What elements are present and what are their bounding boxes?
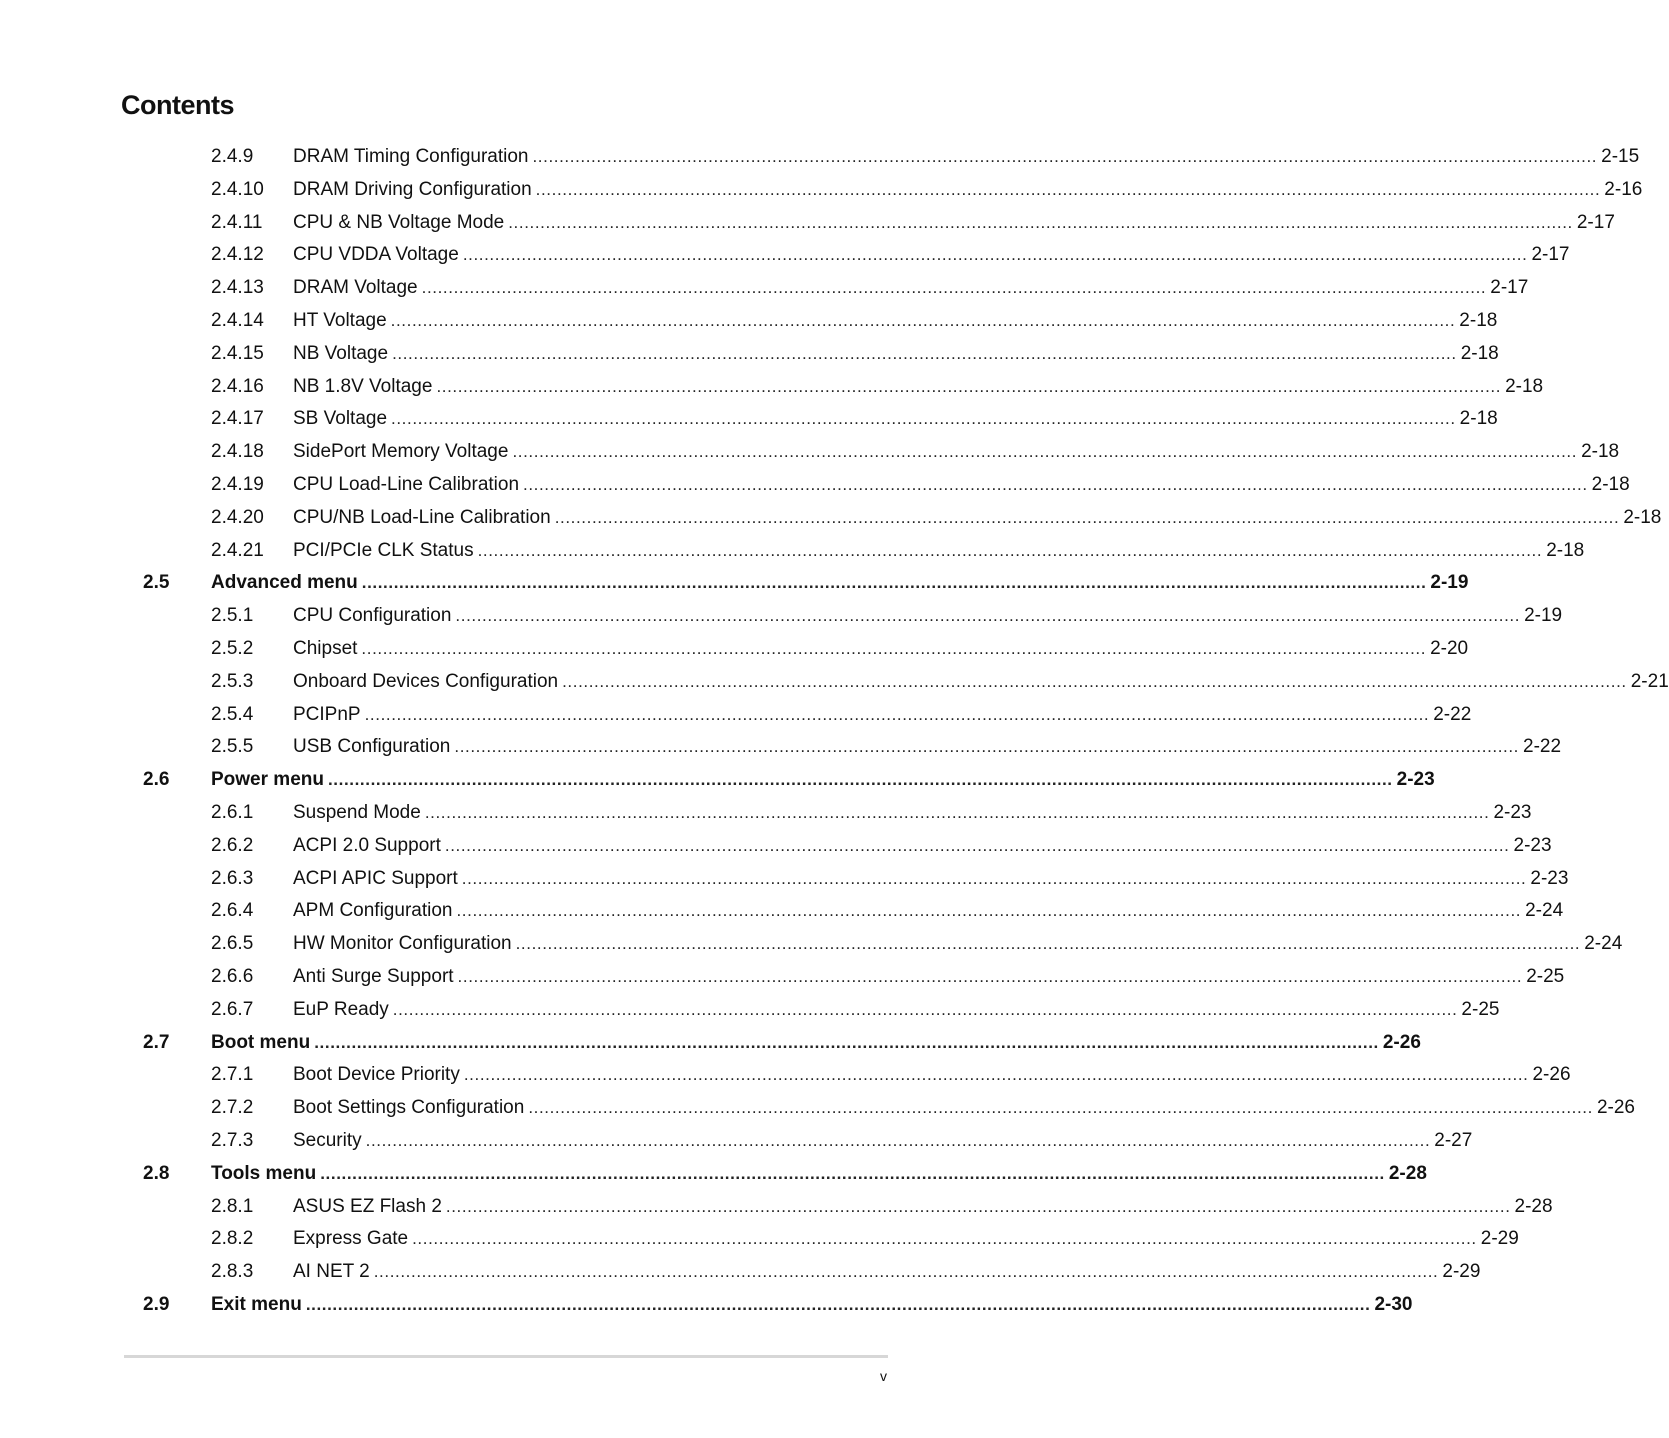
toc-entry-title: DRAM Timing Configuration bbox=[293, 146, 529, 167]
toc-entry-title: AI NET 2 bbox=[293, 1261, 370, 1283]
dot-leader: ........................................................................................................................................................................................................ bbox=[320, 1163, 1385, 1183]
toc-entry-title: CPU Load-Line Calibration bbox=[293, 474, 520, 495]
dot-leader: ........................................................................................................................................................................................................ bbox=[532, 147, 1598, 166]
toc-entry-title: Exit menu bbox=[211, 1294, 302, 1315]
toc-entry-title: NB 1.8V Voltage bbox=[293, 375, 433, 397]
toc-entry-line bbox=[293, 1091, 1635, 1124]
toc-entry-number: 2.4.20 bbox=[211, 506, 264, 528]
toc-entry-line bbox=[293, 534, 1585, 567]
toc-entry-page: 2-24 bbox=[1584, 933, 1623, 955]
toc-entry-number: 2.6.3 bbox=[211, 867, 254, 889]
toc-entry-number: 2.4.11 bbox=[211, 211, 263, 233]
toc-entry-number: 2.8.3 bbox=[211, 1261, 254, 1283]
toc-entry-line bbox=[293, 435, 1620, 468]
toc-entry-line bbox=[211, 1288, 1413, 1321]
dot-leader: ........................................................................................................................................................................................................ bbox=[412, 1229, 1477, 1249]
toc-entry-page: 2-23 bbox=[1396, 769, 1435, 791]
dot-leader: ........................................................................................................................................................................................................ bbox=[373, 1262, 1439, 1282]
toc-entry-title: SB Voltage bbox=[293, 408, 388, 430]
dot-leader: ........................................................................................................................................................................................................ bbox=[444, 835, 1510, 855]
toc-entry-title: Boot menu bbox=[211, 1031, 311, 1053]
toc-entry-page: 2-23 bbox=[1493, 802, 1532, 823]
dot-leader: ........................................................................................................................................................................................................ bbox=[390, 311, 1456, 330]
toc-entry-page: 2-25 bbox=[1461, 998, 1500, 1020]
toc-entry-page: 2-25 bbox=[1526, 966, 1565, 987]
page-title: Contents bbox=[121, 90, 234, 120]
toc-entry-line bbox=[293, 370, 1544, 403]
toc-entry-title: HW Monitor Configuration bbox=[293, 933, 512, 955]
toc-entry-line bbox=[293, 599, 1563, 632]
toc-entry-title: CPU Configuration bbox=[293, 605, 452, 627]
dot-leader: ........................................................................................................................................................................................................ bbox=[314, 1032, 1379, 1052]
toc-entry-line bbox=[293, 698, 1472, 731]
dot-leader: ........................................................................................................................................................................................................ bbox=[436, 376, 1502, 396]
toc-entry-line bbox=[293, 1190, 1553, 1223]
toc-entry-line bbox=[293, 894, 1564, 927]
toc-entry-line bbox=[293, 960, 1565, 993]
toc-entry-title: Boot Device Priority bbox=[293, 1064, 460, 1086]
page-number: v bbox=[880, 1368, 887, 1384]
toc-entry-line bbox=[293, 796, 1532, 829]
dot-leader: ........................................................................................................................................................................................................ bbox=[365, 1131, 1431, 1150]
toc-entry-number: 2.4.17 bbox=[211, 408, 264, 430]
toc-entry-title: APM Configuration bbox=[293, 900, 453, 922]
toc-entry-title: Advanced menu bbox=[211, 572, 358, 594]
toc-entry-line bbox=[293, 927, 1623, 960]
dot-leader: ........................................................................................................................................................................................................ bbox=[392, 999, 1458, 1019]
toc-entry-line bbox=[293, 1255, 1481, 1288]
toc-entry-title: Security bbox=[293, 1130, 362, 1151]
toc-entry-page: 2-26 bbox=[1532, 1064, 1571, 1086]
toc-entry-title: EuP Ready bbox=[293, 998, 389, 1020]
toc-entry-number: 2.4.10 bbox=[211, 178, 264, 200]
toc-entry-line bbox=[293, 993, 1500, 1026]
toc-entry-page: 2-18 bbox=[1459, 408, 1498, 430]
toc-entry-title: Boot Settings Configuration bbox=[293, 1097, 525, 1119]
dot-leader: ........................................................................................................................................................................................................ bbox=[477, 540, 1543, 560]
toc-entry-page: 2-23 bbox=[1513, 834, 1552, 856]
dot-leader: ........................................................................................................................................................................................................ bbox=[424, 803, 1490, 822]
toc-entry-number: 2.5.4 bbox=[211, 703, 254, 725]
toc-entry-number: 2.6.6 bbox=[211, 966, 254, 987]
toc-entry-page: 2-19 bbox=[1430, 572, 1469, 594]
dot-leader: ........................................................................................................................................................................................................ bbox=[457, 967, 1523, 986]
toc-entry-page: 2-29 bbox=[1442, 1261, 1481, 1283]
toc-entry-page: 2-15 bbox=[1601, 146, 1640, 167]
toc-entry-number: 2.8 bbox=[143, 1162, 170, 1184]
toc-entry-line bbox=[293, 632, 1469, 665]
toc-entry-number: 2.8.1 bbox=[211, 1195, 254, 1217]
toc-entry-page: 2-19 bbox=[1524, 605, 1563, 627]
toc-entry-line bbox=[293, 402, 1498, 435]
toc-entry-title: NB Voltage bbox=[293, 342, 389, 364]
toc-entry-number: 2.5.5 bbox=[211, 736, 254, 758]
toc-entry-line bbox=[293, 140, 1640, 173]
toc-entry-page: 2-16 bbox=[1604, 178, 1643, 200]
toc-entry-title: Suspend Mode bbox=[293, 802, 421, 823]
dot-leader: ........................................................................................................................................................................................................ bbox=[463, 1065, 1529, 1085]
toc-entry-number: 2.4.9 bbox=[211, 146, 254, 167]
toc-entry-page: 2-18 bbox=[1581, 441, 1620, 463]
toc-entry-page: 2-18 bbox=[1591, 474, 1630, 495]
toc-entry-number: 2.4.19 bbox=[211, 474, 264, 495]
dot-leader: ........................................................................................................................................................................................................ bbox=[512, 442, 1578, 462]
toc-entry-page: 2-18 bbox=[1623, 506, 1662, 528]
dot-leader: ........................................................................................................................................................................................................ bbox=[456, 901, 1522, 921]
toc-entry-title: ASUS EZ Flash 2 bbox=[293, 1195, 442, 1217]
dot-leader: ........................................................................................................................................................................................................ bbox=[461, 868, 1527, 888]
toc-entry-title: PCI/PCIe CLK Status bbox=[293, 539, 474, 561]
toc-entry-page: 2-28 bbox=[1514, 1195, 1553, 1217]
toc-entry-page: 2-29 bbox=[1480, 1228, 1519, 1250]
toc-entry-line bbox=[293, 337, 1499, 370]
toc-entry-number: 2.6.2 bbox=[211, 834, 254, 856]
dot-leader: ........................................................................................................................................................................................................ bbox=[364, 704, 1430, 724]
toc-entry-title: USB Configuration bbox=[293, 736, 451, 758]
toc-entry-page: 2-24 bbox=[1525, 900, 1564, 922]
toc-entry-page: 2-18 bbox=[1505, 375, 1544, 397]
toc-entry-line bbox=[293, 1222, 1519, 1255]
dot-leader: ........................................................................................................................................................................................................ bbox=[361, 573, 1427, 593]
dot-leader: ........................................................................................................................................................................................................ bbox=[528, 1098, 1593, 1118]
toc-entry-title: Anti Surge Support bbox=[293, 966, 454, 987]
dot-leader: ........................................................................................................................................................................................................ bbox=[391, 409, 1456, 429]
toc-entry-title: SidePort Memory Voltage bbox=[293, 441, 509, 463]
toc-entry-page: 2-28 bbox=[1388, 1162, 1427, 1184]
dot-leader: ........................................................................................................................................................................................................ bbox=[454, 737, 1520, 757]
toc-entry-line bbox=[293, 665, 1669, 698]
toc-entry-title: Onboard Devices Configuration bbox=[293, 670, 559, 692]
toc-entry-line bbox=[293, 206, 1615, 239]
toc-entry-title: CPU VDDA Voltage bbox=[293, 244, 459, 266]
toc-entry-number: 2.9 bbox=[143, 1294, 170, 1315]
toc-entry-line bbox=[293, 173, 1643, 206]
toc-entry-page: 2-26 bbox=[1596, 1097, 1635, 1119]
dot-leader: ........................................................................................................................................................................................................ bbox=[535, 179, 1601, 199]
toc-entry-number: 2.6 bbox=[143, 769, 170, 791]
toc-entry-number: 2.5.1 bbox=[211, 605, 254, 627]
toc-entry-title: ACPI 2.0 Support bbox=[293, 834, 441, 856]
toc-entry-number: 2.4.16 bbox=[211, 375, 264, 397]
dot-leader: ........................................................................................................................................................................................................ bbox=[554, 507, 1620, 527]
toc-entry-title: CPU & NB Voltage Mode bbox=[293, 211, 505, 233]
toc-entry-line bbox=[211, 1026, 1421, 1059]
toc-entry-line bbox=[293, 862, 1569, 895]
toc-entry-line bbox=[211, 763, 1435, 796]
toc-entry-number: 2.4.12 bbox=[211, 244, 264, 266]
toc-entry-page: 2-17 bbox=[1490, 277, 1529, 299]
toc-entry-number: 2.4.14 bbox=[211, 310, 264, 331]
toc-entry-title: Express Gate bbox=[293, 1228, 409, 1250]
toc-entry-title: DRAM Voltage bbox=[293, 277, 418, 299]
toc-entry-line bbox=[293, 238, 1570, 271]
toc-entry-number: 2.5 bbox=[143, 572, 170, 594]
toc-entry-number: 2.7.1 bbox=[211, 1064, 254, 1086]
toc-entry-page: 2-27 bbox=[1434, 1130, 1473, 1151]
toc-entry-line bbox=[293, 1058, 1571, 1091]
dot-leader: ........................................................................................................................................................................................................ bbox=[508, 212, 1573, 232]
toc-entry-number: 2.7.2 bbox=[211, 1097, 254, 1119]
toc-entry-title: Chipset bbox=[293, 638, 358, 659]
toc-entry-page: 2-18 bbox=[1460, 342, 1499, 364]
toc-entry-title: HT Voltage bbox=[293, 310, 387, 331]
toc-entry-title: DRAM Driving Configuration bbox=[293, 178, 532, 200]
toc-entry-number: 2.6.4 bbox=[211, 900, 254, 922]
toc-entry-line bbox=[293, 304, 1498, 337]
toc-entry-page: 2-26 bbox=[1382, 1031, 1421, 1053]
toc-entry-page: 2-23 bbox=[1530, 867, 1569, 889]
toc-entry-title: Tools menu bbox=[211, 1162, 317, 1184]
dot-leader: ........................................................................................................................................................................................................ bbox=[562, 671, 1627, 691]
toc-entry-line bbox=[293, 501, 1662, 534]
toc-entry-title: CPU/NB Load-Line Calibration bbox=[293, 506, 551, 528]
toc-entry-number: 2.7 bbox=[143, 1031, 170, 1053]
toc-entry-number: 2.6.7 bbox=[211, 998, 254, 1020]
dot-leader: ........................................................................................................................................................................................................ bbox=[327, 770, 1393, 790]
dot-leader: ........................................................................................................................................................................................................ bbox=[515, 934, 1581, 954]
toc-entry-title: Power menu bbox=[211, 769, 324, 791]
toc-entry-line bbox=[293, 730, 1562, 763]
toc-entry-number: 2.4.13 bbox=[211, 277, 264, 299]
dot-leader: ........................................................................................................................................................................................................ bbox=[392, 343, 1457, 363]
dot-leader: ........................................................................................................................................................................................................ bbox=[455, 606, 1521, 626]
toc-entry-number: 2.7.3 bbox=[211, 1130, 254, 1151]
toc-entry-number: 2.5.3 bbox=[211, 670, 254, 692]
toc-entry-line bbox=[211, 566, 1469, 599]
dot-leader: ........................................................................................................................................................................................................ bbox=[445, 1196, 1511, 1216]
toc-entry-page: 2-17 bbox=[1576, 211, 1615, 233]
toc-entry-number: 2.4.21 bbox=[211, 539, 264, 561]
dot-leader: ........................................................................................................................................................................................................ bbox=[361, 639, 1427, 658]
toc-entry-page: 2-18 bbox=[1459, 310, 1498, 331]
footer-divider bbox=[124, 1355, 888, 1358]
toc-entry-number: 2.8.2 bbox=[211, 1228, 254, 1250]
toc-entry-line bbox=[293, 829, 1552, 862]
toc-entry-page: 2-22 bbox=[1523, 736, 1562, 758]
toc-entry-page: 2-20 bbox=[1430, 638, 1469, 659]
toc-entry-line bbox=[211, 1157, 1427, 1190]
toc-entry-number: 2.4.15 bbox=[211, 342, 264, 364]
dot-leader: ........................................................................................................................................................................................................ bbox=[421, 278, 1487, 298]
toc-entry-line bbox=[293, 271, 1529, 304]
toc-entry-title: PCIPnP bbox=[293, 703, 361, 725]
toc-entry-number: 2.5.2 bbox=[211, 638, 254, 659]
toc-entry-page: 2-21 bbox=[1630, 670, 1669, 692]
toc-entry-line bbox=[293, 468, 1630, 501]
toc-entry-page: 2-17 bbox=[1531, 244, 1570, 266]
toc-entry-page: 2-18 bbox=[1546, 539, 1585, 561]
toc-entry-number: 2.6.5 bbox=[211, 933, 254, 955]
toc-entry-title: ACPI APIC Support bbox=[293, 867, 458, 889]
toc-entry-number: 2.4.18 bbox=[211, 441, 264, 463]
dot-leader: ........................................................................................................................................................................................................ bbox=[523, 475, 1588, 494]
toc-entry-line bbox=[293, 1124, 1473, 1157]
toc-entry-page: 2-22 bbox=[1433, 703, 1472, 725]
toc-entry-number: 2.6.1 bbox=[211, 802, 254, 823]
dot-leader: ........................................................................................................................................................................................................ bbox=[462, 245, 1528, 265]
toc-entry-page: 2-30 bbox=[1374, 1294, 1413, 1315]
dot-leader: ........................................................................................................................................................................................................ bbox=[305, 1295, 1371, 1314]
